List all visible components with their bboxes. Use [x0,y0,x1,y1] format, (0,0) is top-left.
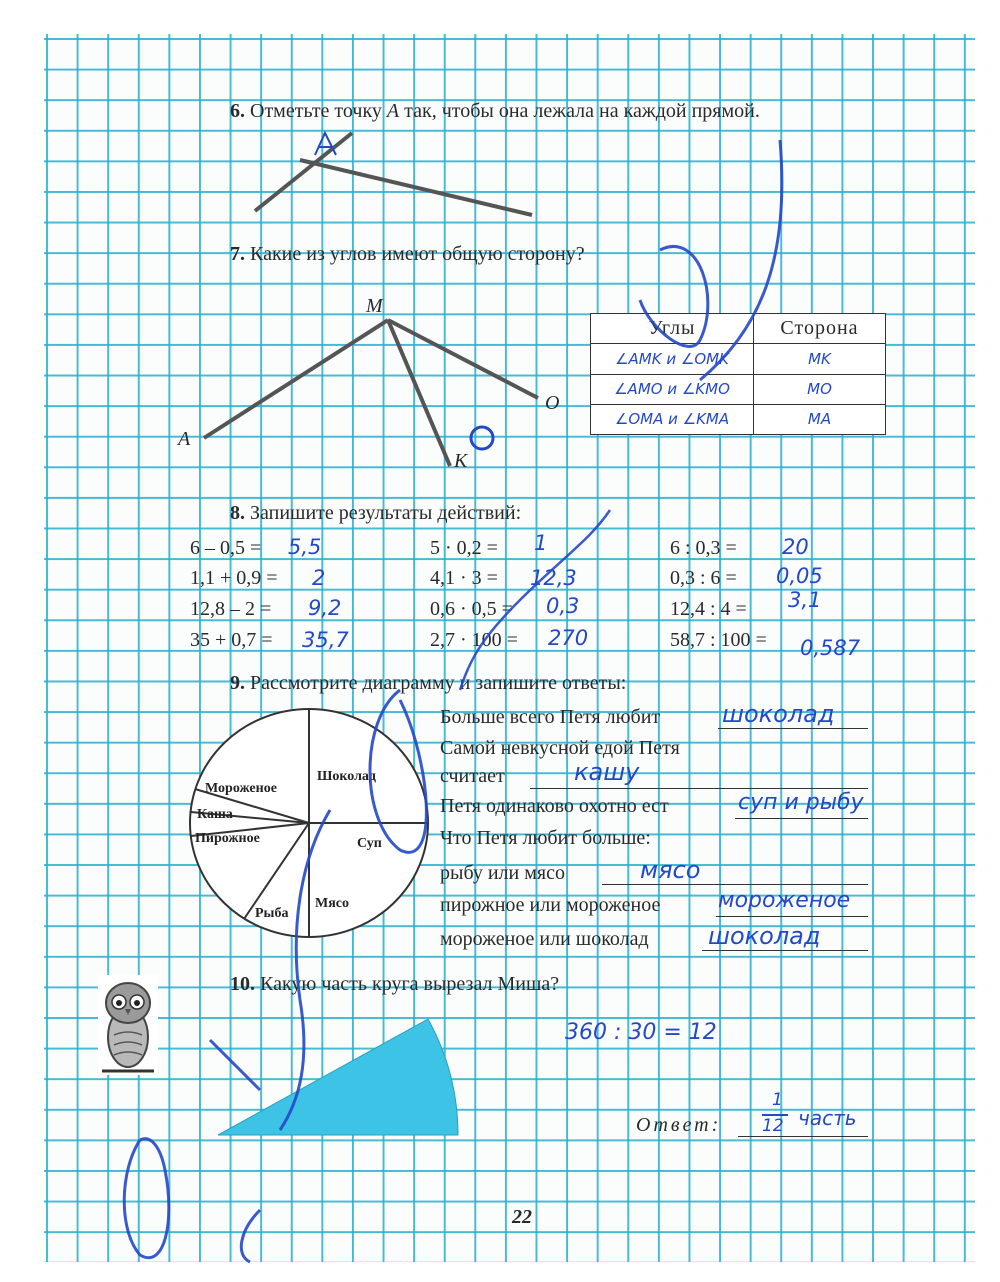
handwritten-answer: 1 [534,531,548,555]
question-fish-or-meat: рыбу или мясо [440,862,565,884]
handwritten-answer: 12,3 [530,566,577,590]
handwritten-answer: 0,587 [800,636,861,660]
expression: 5 · 0,2 = [430,537,498,559]
question-equally: Петя одинаково охотно ест [440,795,669,817]
scribble [280,810,330,1130]
task-number: 6. [230,100,245,122]
point-m-label: M [366,295,383,317]
expression: 12,8 – 2 = [190,598,272,620]
pie-label-pastry: Пирожное [195,831,260,846]
scribble [700,140,782,380]
pie-label-soup: Суп [357,836,382,851]
expression: 0,3 : 6 = [670,567,737,589]
task-text: Какую часть круга вырезал Миша? [260,973,560,995]
scribble [460,510,610,690]
point-o-label: O [545,392,560,414]
point-a-label: A [178,428,191,450]
scribble [124,1139,169,1258]
expression: 0,6 · 0,5 = [430,598,513,620]
expression: 58,7 : 100 = [670,629,767,651]
expression: 4,1 · 3 = [430,567,498,589]
table-cell-side: MA [754,404,886,434]
pie-label-porridge: Каша [197,807,233,822]
fraction-denominator: 12 [762,1116,784,1136]
fraction-numerator: 1 [772,1090,783,1110]
task-text: Рассмотрите диаграмму и запишите ответы: [250,672,627,694]
question-pastry-or-icecream: пирожное или мороженое [440,894,661,916]
task-number: 8. [230,502,245,524]
expression: 12,4 : 4 = [670,598,747,620]
handwritten-answer: мясо [640,856,701,884]
handwritten-answer: шоколад [722,700,835,728]
pie-label-ice-cream: Мороженое [205,781,277,796]
handwritten-calculation: 360 : 30 = 12 [565,1020,717,1045]
handwritten-answer: шоколад [708,922,821,950]
handwritten-answer: суп и рыбу [738,790,864,815]
answer-word: часть [798,1106,857,1130]
expression: 2,7 · 100 = [430,629,518,651]
page-number: 22 [512,1206,532,1228]
task-number: 9. [230,672,245,694]
task-text: Какие из углов имеют общую сторону? [250,243,585,265]
task-text: Запишите результаты действий: [250,502,522,524]
scribble [370,690,426,852]
handwritten-answer: 35,7 [302,628,349,652]
scribble [210,1040,260,1090]
answer-label: Ответ: [636,1114,722,1136]
task-number: 7. [230,243,245,265]
handwritten-answer: 0,05 [776,564,823,588]
scribble [241,1210,260,1262]
expression: 6 – 0,5 = [190,537,262,559]
expression: 6 : 0,3 = [670,537,737,559]
table-cell-side: MO [754,374,886,404]
handwritten-answer: 9,2 [308,596,342,620]
task-number: 10. [230,973,255,995]
handwritten-answer: 270 [548,626,589,650]
pie-label-chocolate: Шоколад [317,769,377,784]
handwritten-answer: 3,1 [788,588,822,612]
question-favorite: Больше всего Петя любит [440,706,661,728]
question-icecream-or-chocolate: мороженое или шоколад [440,928,649,950]
point-k-label: K [454,450,468,472]
question-least-tasty: Самой невкусной едой Петя [440,737,680,759]
handwritten-answer: 0,3 [546,594,580,618]
handwritten-answer: 20 [782,535,809,559]
expression: 1,1 + 0,9 = [190,567,278,589]
expression: 35 + 0,7 = [190,629,273,651]
task-text: Отметьте точку [250,100,382,122]
pie-label-meat: Мясо [315,896,350,911]
table-cell-angles: ∠AMO и ∠KMO [591,374,754,404]
table-cell-angles: ∠OMA и ∠KMA [591,404,754,434]
handwritten-answer: 2 [312,566,326,590]
handwritten-answer: 5,5 [288,535,322,559]
table-cell-angles: ∠AMK и ∠OMK [591,344,754,374]
handwritten-answer: кашу [574,758,640,786]
scribble [640,246,708,346]
handwritten-answer: мороженое [718,888,851,913]
table-header-side: Сторона [754,314,886,344]
question-least-tasty-cont: считает [440,765,505,787]
task-text: так, чтобы она лежала на каждой прямой. [404,100,760,122]
pie-label-fish: Рыба [255,906,289,921]
table-cell-side: MK [754,344,886,374]
question-prefers: Что Петя любит больше: [440,827,651,849]
task-point-label: A [386,100,400,122]
table-header-angles: Углы [591,314,754,344]
